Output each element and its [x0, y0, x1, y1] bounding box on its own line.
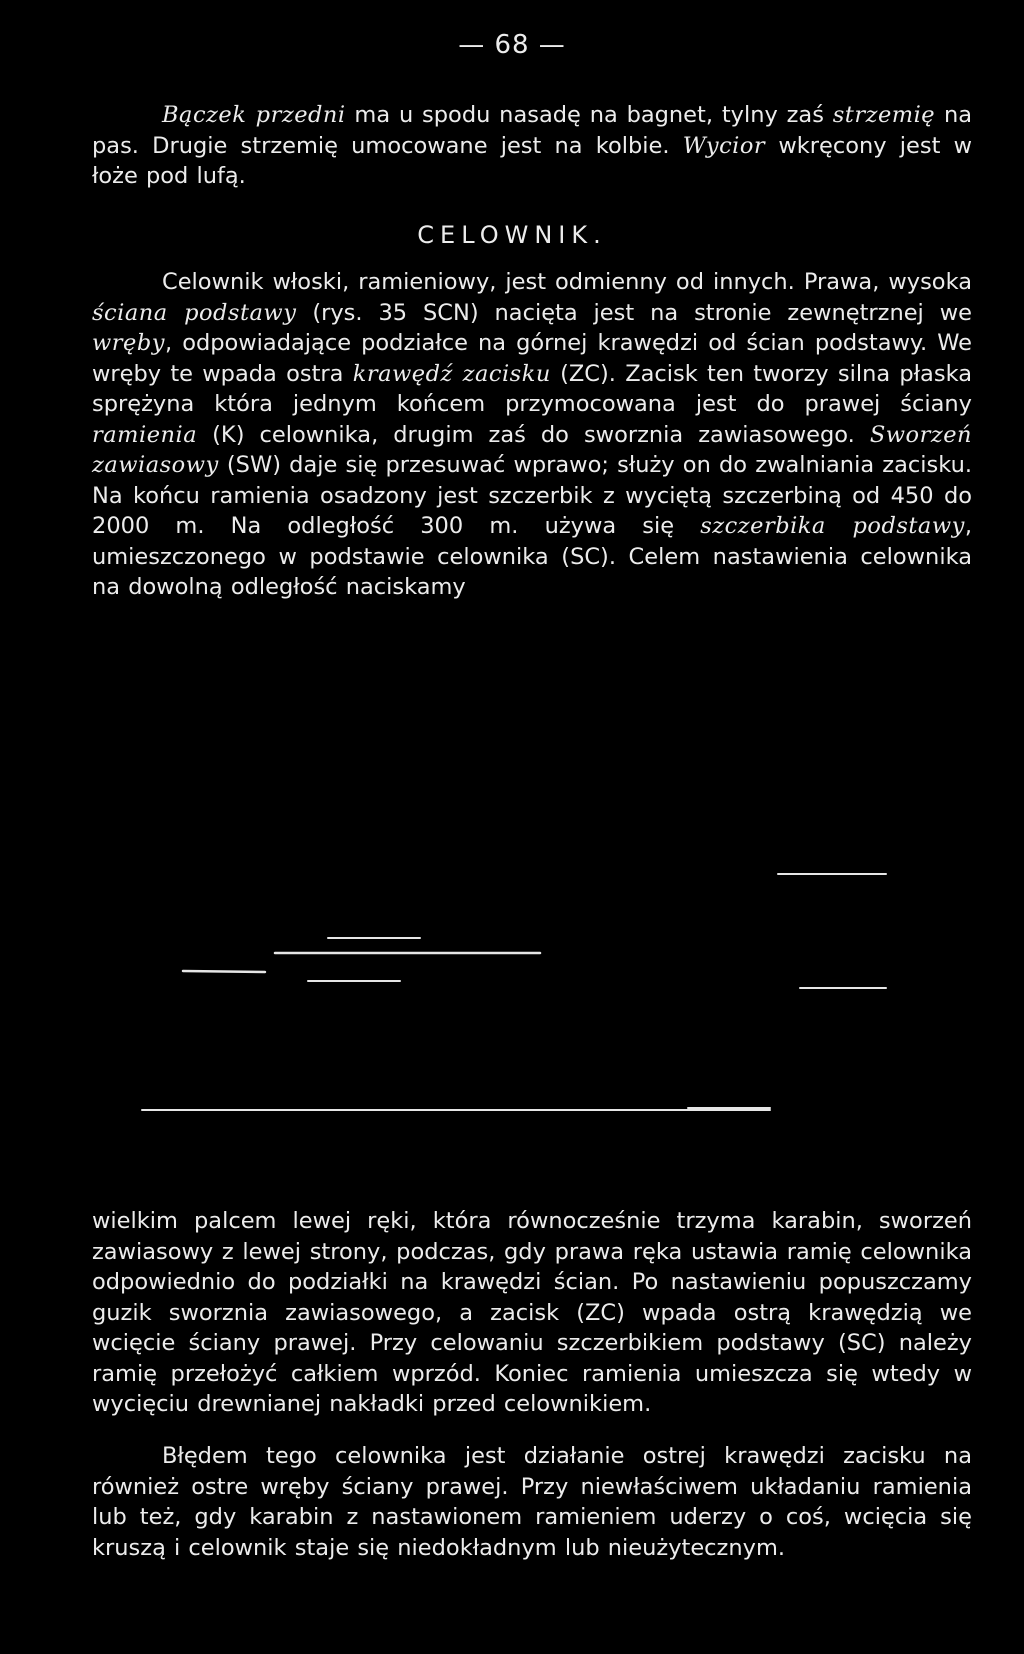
italic-term: ramienia	[92, 421, 198, 448]
paragraph-celownik: Celownik włoski, ramieniowy, jest odmienny od innych. Prawa, wysoka ściana podstawy (rys. 35 SCN) nacięta jest na stronie zewnętrznej we wręby, odpowiadające podziałce na górnej krawędzi od ścian podstawy. We wręby te wpada ostra krawędź zacisku (ZC). Zacisk ten tworzy silna płaska sprężyna która jednym końcem przymocowana jest do prawej ściany ramienia (K) celownika, drugim zaś do sworznia zawiasowego. Sworzeń zawiasowy (SW) daje się przesuwać wprawo; służy on do zwalniania zacisku. Na końcu ramienia osadzony jest szczerbik z wyciętą szczerbiną od 450 do 2000 m. Na odległość 300 m. używa się szczerbika podstawy, umieszczonego w podstawie celownika (SC). Celem nastawienia celownika na dowolną odległość naciskamy	[92, 269, 972, 600]
paragraph-intro: Bączek przedni ma u spodu nasadę na bagnet, tylny zaś strzemię na pas. Drugie strzemię umocowane jest na kolbie. Wycior wkręcony jest w łoże pod lufą.	[92, 102, 973, 189]
italic-term: szczerbika podstawy	[700, 513, 965, 539]
figure-line-fragments	[0, 860, 1024, 1130]
italic-term: strzemię	[832, 102, 936, 128]
italic-term: ściana podstawy	[92, 299, 297, 326]
italic-term: wręby	[92, 330, 165, 356]
figure-stroke	[183, 971, 265, 972]
italic-term: Sworzeń zawiasowy	[92, 421, 972, 478]
italic-term: Wycior	[682, 132, 766, 159]
italic-term: Bączek przedni	[162, 102, 346, 128]
page-number: — 68 —	[458, 30, 566, 60]
italic-term: krawędź zacisku	[352, 360, 551, 387]
paragraph-usage: wielkim palcem lewej ręki, która równocześnie trzyma karabin, sworzeń zawiasowy z lewej strony, podczas, gdy prawa ręka ustawia ramię celownika odpowiednio do podziałki na krawędzi ścian. Po nastawieniu popuszczamy guzik sworznia zawiasowego, a zacisk (ZC) wpada ostrą krawędzią we wcięcie ściany prawej. Przy celowaniu szczerbikiem podstawy (SC) należy ramię przełożyć całkiem wprzód. Koniec ramienia umieszcza się wtedy w wycięciu drewnianej nakładki przed celownikiem.	[92, 1208, 972, 1417]
paragraph-flaws: Błędem tego celownika jest działanie ostrej krawędzi zacisku na również ostre wręby ściany prawej. Przy niewłaściwem układaniu ramienia lub też, gdy karabin z nastawionem ramieniem uderzy o coś, wcięcia się kruszą i celownik staje się niedokładnym lub nieużytecznym.	[92, 1443, 972, 1561]
section-heading: CELOWNIK.	[417, 221, 607, 249]
